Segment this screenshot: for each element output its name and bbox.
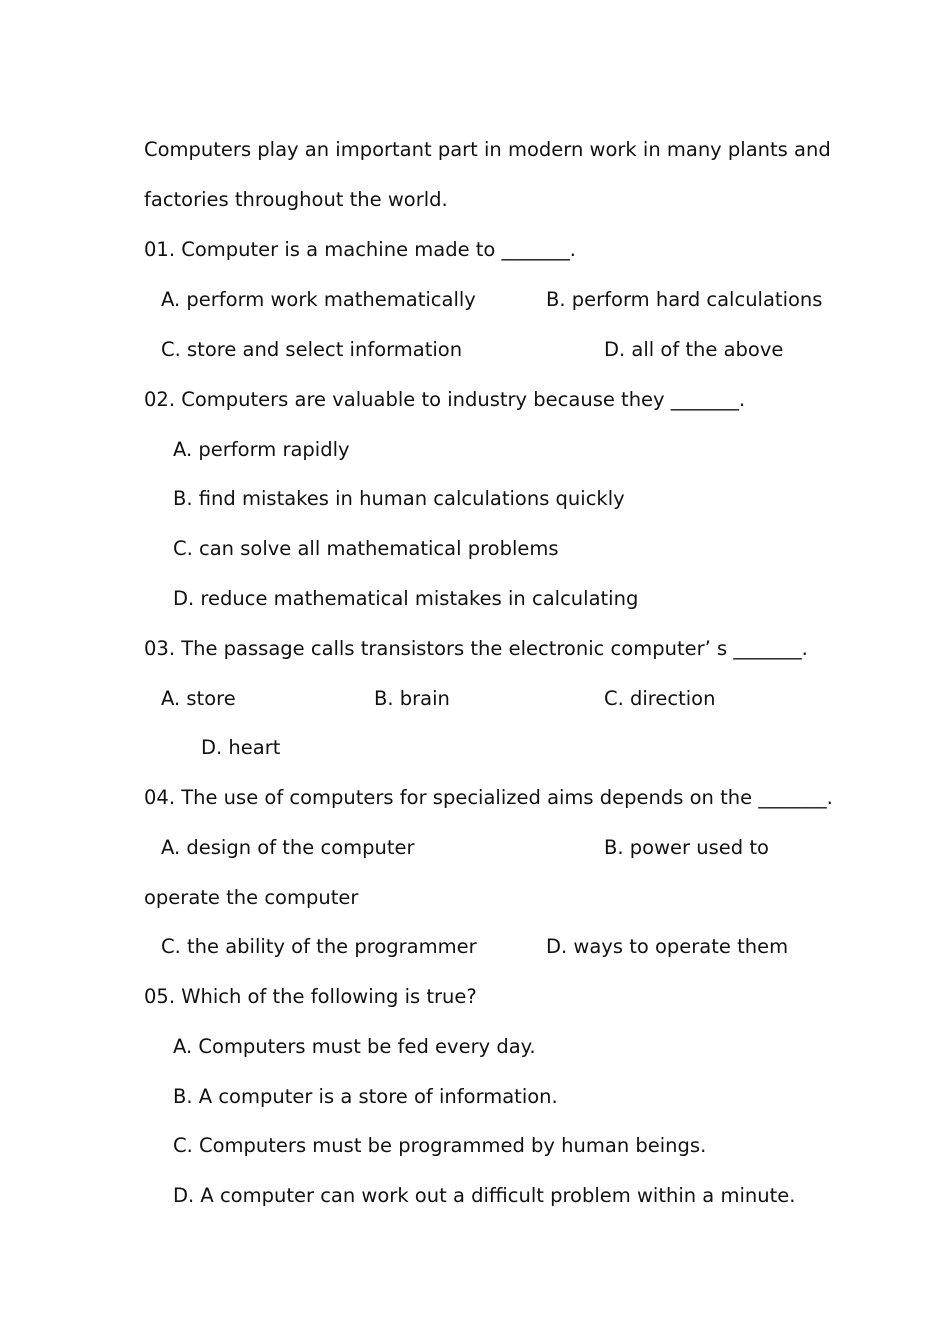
question-02-option-d: D. reduce mathematical mistakes in calculating: [173, 587, 639, 610]
question-02-option-a: A. perform rapidly: [173, 438, 350, 461]
question-03-option-a: A. store: [161, 687, 236, 710]
question-02-stem: 02. Computers are valuable to industry because they _______.: [144, 388, 746, 411]
question-03-option-d: D. heart: [201, 736, 281, 759]
question-04-option-a: A. design of the computer: [161, 836, 415, 859]
question-01-option-a: A. perform work mathematically: [161, 288, 476, 311]
question-05-option-d: D. A computer can work out a difficult problem within a minute.: [173, 1184, 796, 1207]
intro-line-1: Computers play an important part in modern work in many plants and: [144, 138, 831, 161]
question-05-option-b: B. A computer is a store of information.: [173, 1085, 558, 1108]
question-03-stem: 03. The passage calls transistors the electronic computer’ s _______.: [144, 637, 808, 660]
question-01-stem: 01. Computer is a machine made to _______.: [144, 238, 577, 261]
question-03-option-c: C. direction: [604, 687, 716, 710]
intro-line-2: factories throughout the world.: [144, 188, 448, 211]
question-04-option-b: B. power used to: [604, 836, 769, 859]
question-02-option-c: C. can solve all mathematical problems: [173, 537, 559, 560]
question-01-option-c: C. store and select information: [161, 338, 463, 361]
question-04-option-b-continued: operate the computer: [144, 886, 359, 909]
question-04-option-c: C. the ability of the programmer: [161, 935, 477, 958]
question-03-option-b: B. brain: [374, 687, 450, 710]
question-01-option-d: D. all of the above: [604, 338, 784, 361]
question-05-stem: 05. Which of the following is true?: [144, 985, 477, 1008]
question-05-option-a: A. Computers must be fed every day.: [173, 1035, 536, 1058]
question-04-option-d: D. ways to operate them: [546, 935, 789, 958]
question-02-option-b: B. find mistakes in human calculations quickly: [173, 487, 625, 510]
question-01-option-b: B. perform hard calculations: [546, 288, 823, 311]
question-04-stem: 04. The use of computers for specialized aims depends on the _______.: [144, 786, 833, 809]
question-05-option-c: C. Computers must be programmed by human beings.: [173, 1134, 707, 1157]
